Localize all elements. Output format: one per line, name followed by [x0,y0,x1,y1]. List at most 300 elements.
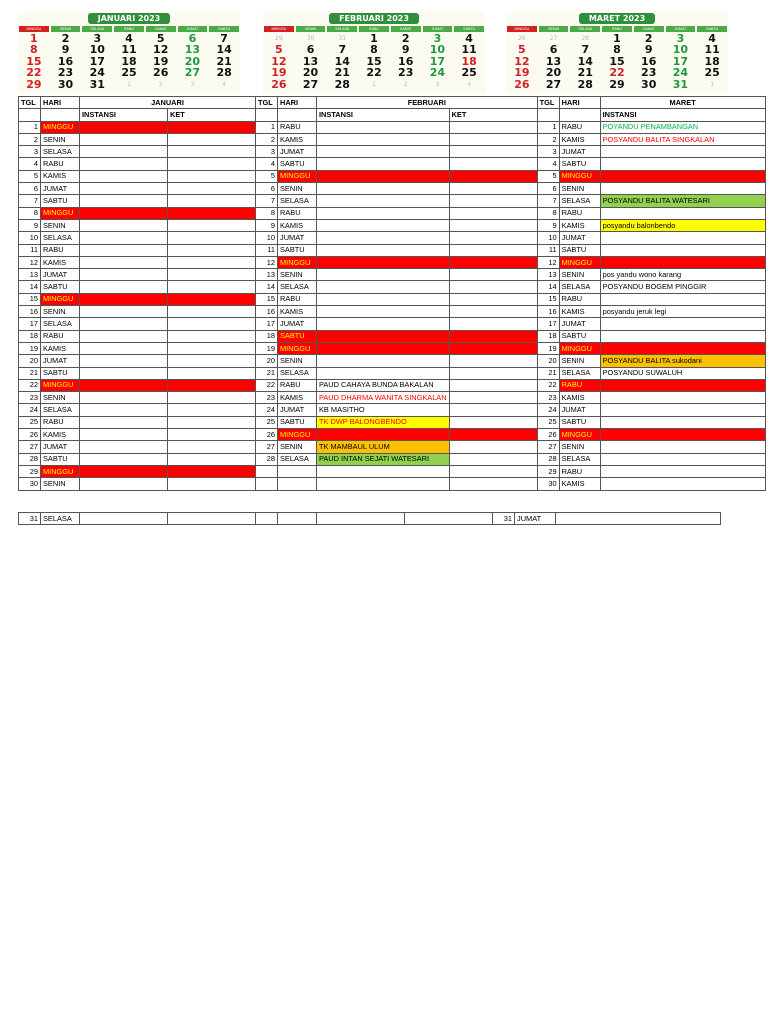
mar-tgl: 22 [537,379,559,391]
feb-ket [449,207,537,219]
mar-tgl: 25 [537,416,559,428]
day-name: SABTU [697,26,727,32]
calendar-day: 28 [581,35,590,42]
calendar-day: 8 [370,43,378,57]
mar-tgl: 23 [537,392,559,404]
feb-tgl: 18 [256,330,278,342]
mar-hari: KAMIS [559,392,600,404]
feb-instansi [317,342,450,354]
feb-hari: SENIN [278,183,317,195]
feb-hari: SABTU [278,158,317,170]
jan-ket [168,293,256,305]
calendar-day: 22 [609,66,625,80]
calendar-day: 5 [156,32,165,45]
feb-ket [449,146,537,158]
jan-instansi [80,269,168,281]
jan-instansi [80,367,168,379]
calendar-day: 11 [461,43,477,57]
feb-tgl: 27 [256,441,278,453]
jan-ket [168,429,256,441]
jan-instansi [80,195,168,207]
calendar-day: 12 [271,54,287,68]
mar-hari: JUMAT [559,146,600,158]
calendar-day: 13 [545,54,562,68]
feb-hari: JUMAT [278,404,317,416]
feb-ket [449,342,537,354]
calendar-day: 20 [545,66,562,80]
feb-hari: MINGGU [278,342,317,354]
feb-hari: RABU [278,293,317,305]
calendar-day: 24 [89,66,105,80]
mar-instansi [600,392,765,404]
feb-instansi [317,478,450,490]
feb-instansi [317,256,450,268]
day-name: MINGGU [19,26,49,32]
calendar-day: 15 [366,54,382,68]
calendar-day: 3 [435,80,440,88]
feb-hari [278,478,317,490]
jan-ket [168,318,256,330]
table-row [19,183,766,195]
jan-hari: KAMIS [41,429,80,441]
calendar-day: 27 [184,66,201,80]
calendar-day: 26 [271,77,287,91]
jan-hari: RABU [41,158,80,170]
header-instansi-jan: INSTANSI [80,109,168,121]
jan-ket [168,146,256,158]
feb-tgl [256,513,278,525]
feb-instansi [317,158,450,170]
header-row-columns [19,109,766,121]
calendar-day: 18 [704,54,720,68]
calendar-day: 1 [370,32,378,45]
jan-tgl: 11 [19,244,41,256]
jan-ket [168,453,256,465]
calendar-day: 10 [429,43,446,57]
calendar-day: 27 [549,35,558,42]
jan-hari: SELASA [41,146,80,158]
table-row [19,404,766,416]
calendar-day: 24 [672,66,689,80]
calendar-day: 15 [609,54,625,68]
schedule-table-day31 [18,512,721,525]
mar-hari: MINGGU [559,256,600,268]
mar-instansi [556,513,721,525]
mar-tgl: 24 [537,404,559,416]
jan-hari: MINGGU [41,465,80,477]
day-name: JUMAT [423,26,453,32]
mar-hari: RABU [559,379,600,391]
calendar-day: 6 [549,43,558,57]
feb-hari: RABU [278,121,317,133]
jan-hari: RABU [41,330,80,342]
feb-tgl: 10 [256,232,278,244]
calendar-january [18,12,240,94]
mar-tgl: 9 [537,219,559,231]
mar-instansi [600,453,765,465]
mar-instansi [600,146,765,158]
table-row [19,195,766,207]
table-row [19,158,766,170]
feb-hari: SENIN [278,269,317,281]
feb-tgl: 17 [256,318,278,330]
jan-hari: JUMAT [41,355,80,367]
cell [256,109,278,121]
jan-hari: SELASA [41,513,80,525]
feb-hari: SELASA [278,453,317,465]
jan-instansi [80,158,168,170]
jan-tgl: 17 [19,318,41,330]
feb-tgl: 19 [256,342,278,354]
calendar-day: 2 [403,80,408,88]
feb-tgl: 12 [256,256,278,268]
cell [559,109,600,121]
feb-instansi: PAUD DHARMA WANITA SINGKALAN [317,392,450,404]
calendar-day: 11 [121,43,137,57]
jan-tgl: 24 [19,404,41,416]
header-hari-mar: HARI [559,97,600,109]
mar-tgl: 4 [537,158,559,170]
day-name: SELASA [327,26,357,32]
mar-instansi: POSYANDU SUWALUH [600,367,765,379]
calendar-day: 22 [366,66,382,80]
feb-instansi [317,133,450,145]
feb-ket [449,367,537,379]
mar-tgl: 15 [537,293,559,305]
feb-tgl: 3 [256,146,278,158]
feb-instansi [317,146,450,158]
jan-tgl: 18 [19,330,41,342]
feb-instansi: TK DWP BALONGBENDO [317,416,450,428]
feb-instansi: KB MASITHO [317,404,450,416]
day-name: RABU [114,26,144,32]
jan-instansi [80,355,168,367]
jan-tgl: 6 [19,183,41,195]
feb-instansi [317,281,450,293]
feb-ket [449,318,537,330]
calendar-day: 13 [184,43,201,57]
jan-instansi [80,219,168,231]
calendar-day: 23 [57,66,74,80]
mar-hari: RABU [559,465,600,477]
jan-ket [168,256,256,268]
mar-instansi [600,441,765,453]
calendar-day: 2 [61,32,70,45]
mar-tgl: 16 [537,306,559,318]
feb-ket [449,293,537,305]
calendar-day: 19 [271,66,287,80]
mar-tgl: 11 [537,244,559,256]
feb-instansi [317,219,450,231]
jan-ket [168,330,256,342]
feb-hari: KAMIS [278,392,317,404]
calendar-grid [18,33,240,90]
mar-tgl: 2 [537,133,559,145]
calendar-day: 17 [89,54,105,68]
feb-tgl: 25 [256,416,278,428]
feb-tgl: 22 [256,379,278,391]
jan-hari: RABU [41,416,80,428]
calendar-day: 6 [188,32,197,45]
jan-hari: KAMIS [41,170,80,182]
calendar-grid [263,33,485,90]
mar-hari: KAMIS [559,478,600,490]
calendar-day: 7 [338,43,347,57]
jan-instansi [80,342,168,354]
calendar-day: 23 [641,66,657,80]
day-name: SENIN [539,26,569,32]
jan-tgl: 28 [19,453,41,465]
table-row [19,342,766,354]
calendar-day: 1 [127,80,131,88]
calendar-day: 7 [220,32,228,45]
table-row [19,379,766,391]
table-row-day-31 [19,513,721,525]
mar-instansi [600,404,765,416]
calendar-day: 21 [216,54,232,68]
feb-tgl: 16 [256,306,278,318]
mar-tgl: 26 [537,429,559,441]
feb-hari: SABTU [278,416,317,428]
calendar-day: 12 [514,54,530,68]
jan-hari: KAMIS [41,342,80,354]
table-row [19,416,766,428]
jan-tgl: 19 [19,342,41,354]
day-name: JUMAT [178,26,208,32]
mar-instansi [600,170,765,182]
feb-ket [405,513,493,525]
jan-instansi [80,465,168,477]
jan-tgl: 13 [19,269,41,281]
feb-tgl: 1 [256,121,278,133]
jan-hari: RABU [41,244,80,256]
table-row [19,429,766,441]
feb-ket [449,453,537,465]
mar-tgl: 1 [537,121,559,133]
calendar-day: 5 [275,43,283,57]
jan-tgl: 2 [19,133,41,145]
header-instansi-mar: INSTANSI [600,109,765,121]
mar-hari: SELASA [559,195,600,207]
header-month-mar: MARET [600,97,765,109]
calendar-day: 13 [302,54,319,68]
feb-hari: KAMIS [278,306,317,318]
calendar-day: 3 [190,80,195,88]
feb-hari: MINGGU [278,170,317,182]
jan-hari: MINGGU [41,207,80,219]
jan-hari: SELASA [41,404,80,416]
jan-ket [168,379,256,391]
calendar-day: 20 [184,54,201,68]
mar-instansi [600,183,765,195]
jan-ket [168,219,256,231]
calendar-day: 20 [302,66,319,80]
table-row [19,269,766,281]
mar-tgl: 19 [537,342,559,354]
calendar-day: 7 [581,43,590,57]
feb-hari: KAMIS [278,133,317,145]
feb-tgl: 11 [256,244,278,256]
jan-ket [168,269,256,281]
calendar-day: 26 [153,66,169,80]
table-row [19,281,766,293]
calendar-day: 27 [302,77,319,91]
day-name: MINGGU [264,26,294,32]
header-month-feb: FEBRUARI [317,97,538,109]
jan-tgl: 26 [19,429,41,441]
jan-hari: MINGGU [41,293,80,305]
jan-instansi [80,207,168,219]
mar-instansi [600,256,765,268]
feb-tgl: 9 [256,219,278,231]
feb-tgl: 4 [256,158,278,170]
feb-ket [449,232,537,244]
table-row [19,392,766,404]
mar-tgl: 12 [537,256,559,268]
mar-tgl: 13 [537,269,559,281]
feb-hari: SENIN [278,355,317,367]
jan-ket [168,478,256,490]
mar-instansi [600,330,765,342]
calendar-day: 4 [465,32,473,45]
mar-hari: SENIN [559,183,600,195]
header-hari-feb: HARI [278,97,317,109]
mar-tgl: 14 [537,281,559,293]
feb-instansi [317,293,450,305]
feb-hari [278,465,317,477]
table-row [19,219,766,231]
table-row [19,441,766,453]
mar-hari: RABU [559,207,600,219]
jan-tgl: 3 [19,146,41,158]
jan-hari: KAMIS [41,256,80,268]
header-hari-jan: HARI [41,97,80,109]
calendar-day: 26 [518,35,526,42]
feb-hari: RABU [278,379,317,391]
feb-instansi [317,170,450,182]
mar-tgl: 10 [537,232,559,244]
calendar-day: 18 [121,54,137,68]
jan-tgl: 9 [19,219,41,231]
jan-hari: SENIN [41,392,80,404]
jan-tgl: 21 [19,367,41,379]
mar-hari: KAMIS [559,219,600,231]
mar-instansi [600,158,765,170]
mar-instansi [600,232,765,244]
mar-instansi [600,318,765,330]
feb-instansi [317,355,450,367]
schedule-table [18,96,766,491]
feb-instansi: PAUD CAHAYA BUNDA BAKALAN [317,379,450,391]
jan-ket [168,416,256,428]
calendar-day: 26 [514,77,530,91]
jan-ket [168,513,256,525]
calendar-day: 28 [216,66,232,80]
mar-tgl: 17 [537,318,559,330]
feb-ket [449,306,537,318]
jan-instansi [80,244,168,256]
mar-instansi [600,342,765,354]
calendar-day: 12 [153,43,169,57]
mar-hari: KAMIS [559,306,600,318]
feb-tgl: 21 [256,367,278,379]
mar-instansi: POSYANDU BALITA SINGKALAN [600,133,765,145]
mar-instansi [600,379,765,391]
calendar-day: 19 [514,66,530,80]
mar-hari: SENIN [559,269,600,281]
jan-tgl: 10 [19,232,41,244]
calendar-day: 1 [372,80,376,88]
jan-ket [168,207,256,219]
cell [19,109,41,121]
mar-tgl: 29 [537,465,559,477]
mar-instansi: posyandu balonbendo [600,219,765,231]
jan-ket [168,392,256,404]
mar-instansi: POSYANDU BOGEM PINGGIR [600,281,765,293]
feb-ket [449,256,537,268]
jan-instansi [80,293,168,305]
day-name: SENIN [296,26,326,32]
feb-ket [449,170,537,182]
jan-ket [168,367,256,379]
mar-hari: MINGGU [559,429,600,441]
feb-ket [449,441,537,453]
feb-tgl: 7 [256,195,278,207]
calendar-day: 23 [398,66,414,80]
table-row [19,146,766,158]
jan-ket [168,195,256,207]
feb-hari: SENIN [278,441,317,453]
jan-instansi [80,404,168,416]
table-row [19,207,766,219]
feb-tgl: 14 [256,281,278,293]
calendar-day: 16 [641,54,657,68]
jan-hari: SABTU [41,195,80,207]
jan-instansi [80,121,168,133]
jan-tgl: 15 [19,293,41,305]
jan-ket [168,244,256,256]
day-name: SELASA [82,26,112,32]
jan-ket [168,232,256,244]
jan-tgl: 1 [19,121,41,133]
mar-instansi [600,465,765,477]
calendar-day: 28 [577,77,593,91]
feb-ket [449,416,537,428]
day-name: RABU [359,26,389,32]
jan-hari: MINGGU [41,379,80,391]
feb-hari: SELASA [278,195,317,207]
calendar-day: 14 [216,43,232,57]
calendar-day: 18 [461,54,477,68]
feb-instansi [317,244,450,256]
calendar-title: FEBRUARI 2023 [329,13,419,24]
mar-instansi [600,416,765,428]
mar-instansi: pos yandu wono karang [600,269,765,281]
mar-instansi [600,207,765,219]
jan-instansi [80,330,168,342]
calendar-day: 30 [641,77,657,91]
feb-ket [449,330,537,342]
mar-instansi [600,478,765,490]
day-name: SELASA [570,26,600,32]
feb-hari: SELASA [278,367,317,379]
jan-tgl: 23 [19,392,41,404]
jan-ket [168,133,256,145]
calendar-day: 14 [334,54,350,68]
jan-instansi [80,318,168,330]
mar-hari: JUMAT [559,318,600,330]
jan-hari: SABTU [41,453,80,465]
